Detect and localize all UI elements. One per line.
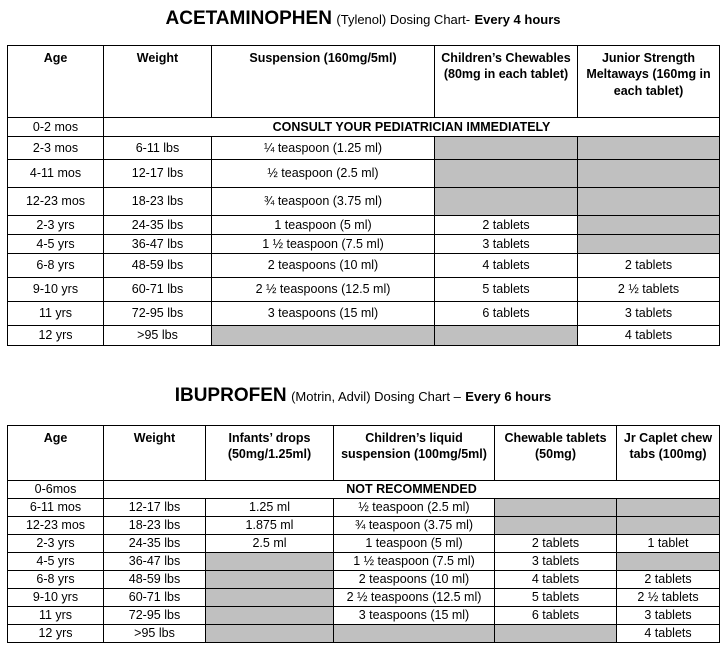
table-row [8,278,720,302]
age-cell: 2-3 mos [8,137,104,160]
meltaways-cell: 2 ½ tablets [578,278,720,302]
chewable-cell: 6 tablets [495,607,617,625]
weight-cell: 6-11 lbs [104,137,212,160]
drops-cell: 1.25 ml [206,499,334,517]
weight-cell: 36-47 lbs [104,235,212,254]
table-row [8,235,720,254]
header-suspension: Suspension (160mg/5ml) [212,46,435,118]
caplet-cell: 4 tablets [617,625,720,643]
weight-cell: 36-47 lbs [104,553,206,571]
caplet-cell [617,553,720,571]
age-cell: 4-11 mos [8,160,104,188]
acetaminophen-frequency: Every 4 hours [474,12,561,27]
age-cell: 9-10 yrs [8,589,104,607]
chewable-cell: 5 tablets [495,589,617,607]
weight-cell: 48-59 lbs [104,571,206,589]
suspension-cell: 3 teaspoons (15 ml) [212,302,435,326]
age-cell: 9-10 yrs [8,278,104,302]
drops-cell [206,589,334,607]
table-row [8,216,720,235]
table-row [8,160,720,188]
caplet-cell: 1 tablet [617,535,720,553]
consult-note: CONSULT YOUR PEDIATRICIAN IMMEDIATELY [104,118,720,137]
header-meltaways: Junior Strength Meltaways (160mg in each tablet) [578,46,720,118]
caplet-cell [617,517,720,535]
drops-cell [206,571,334,589]
suspension-cell [212,326,435,346]
meltaways-cell [578,137,720,160]
chewable-cell [495,517,617,535]
chewable-cell: 4 tablets [495,571,617,589]
ibuprofen-frequency: Every 6 hours [465,389,552,404]
ibuprofen-header-row [8,426,720,481]
weight-cell: 60-71 lbs [104,278,212,302]
table-row [8,302,720,326]
age-cell: 2-3 yrs [8,216,104,235]
chewables-cell: 3 tablets [435,235,578,254]
table-row [8,553,720,571]
weight-cell: 48-59 lbs [104,254,212,278]
suspension-cell: ¼ teaspoon (1.25 ml) [212,137,435,160]
age-cell: 2-3 yrs [8,535,104,553]
caplet-cell: 2 ½ tablets [617,589,720,607]
acetaminophen-title [0,8,726,30]
weight-cell: 12-17 lbs [104,160,212,188]
header-jr-caplet: Jr Caplet chew tabs (100mg) [617,426,720,481]
meltaways-cell [578,216,720,235]
age-cell: 6-11 mos [8,499,104,517]
suspension-cell: 2 ½ teaspoons (12.5 ml) [212,278,435,302]
age-cell: 4-5 yrs [8,553,104,571]
acetaminophen-drug-name: ACETAMINOPHEN [165,8,332,29]
chewables-cell [435,326,578,346]
chewable-cell [495,499,617,517]
table-row [8,254,720,278]
chewables-cell: 6 tablets [435,302,578,326]
weight-cell: >95 lbs [104,625,206,643]
acetaminophen-header-row [8,46,720,118]
suspension-cell: ½ teaspoon (2.5 ml) [212,160,435,188]
table-row [8,625,720,643]
header-chewables: Children’s Chewables (80mg in each tablet) [435,46,578,118]
age-cell: 12-23 mos [8,188,104,216]
table-row [8,499,720,517]
header-age: Age [8,426,104,481]
liquid-cell: 2 teaspoons (10 ml) [334,571,495,589]
table-row [8,607,720,625]
table-row [8,137,720,160]
ibuprofen-drug-name: IBUPROFEN [174,385,287,406]
suspension-cell: 1 ½ teaspoon (7.5 ml) [212,235,435,254]
meltaways-cell [578,188,720,216]
meltaways-cell: 2 tablets [578,254,720,278]
acetaminophen-brand: (Tylenol) Dosing Chart- [336,12,471,27]
meltaways-cell: 3 tablets [578,302,720,326]
age-cell: 12-23 mos [8,517,104,535]
liquid-cell: 1 ½ teaspoon (7.5 ml) [334,553,495,571]
weight-cell: 60-71 lbs [104,589,206,607]
meltaways-cell [578,160,720,188]
chewable-cell: 2 tablets [495,535,617,553]
liquid-cell: 2 ½ teaspoons (12.5 ml) [334,589,495,607]
age-cell: 0-6mos [8,481,104,499]
meltaways-cell [578,235,720,254]
suspension-cell: ¾ teaspoon (3.75 ml) [212,188,435,216]
caplet-cell [617,499,720,517]
age-cell: 0-2 mos [8,118,104,137]
chewables-cell: 2 tablets [435,216,578,235]
header-weight: Weight [104,426,206,481]
ibuprofen-brand: (Motrin, Advil) Dosing Chart – [291,389,461,404]
age-cell: 11 yrs [8,607,104,625]
suspension-cell: 1 teaspoon (5 ml) [212,216,435,235]
not-recommended-note: NOT RECOMMENDED [104,481,720,499]
chewables-cell: 4 tablets [435,254,578,278]
header-weight: Weight [104,46,212,118]
table-row [8,188,720,216]
weight-cell: 12-17 lbs [104,499,206,517]
caplet-cell: 3 tablets [617,607,720,625]
table-row [8,535,720,553]
weight-cell: 18-23 lbs [104,517,206,535]
drops-cell [206,607,334,625]
drops-cell: 1.875 ml [206,517,334,535]
age-cell: 6-8 yrs [8,254,104,278]
weight-cell: 24-35 lbs [104,216,212,235]
liquid-cell: 3 teaspoons (15 ml) [334,607,495,625]
chewable-cell [495,625,617,643]
age-cell: 6-8 yrs [8,571,104,589]
chewables-cell [435,137,578,160]
age-cell: 11 yrs [8,302,104,326]
chewables-cell: 5 tablets [435,278,578,302]
acetaminophen-dosing-table [7,45,720,346]
liquid-cell [334,625,495,643]
ibuprofen-title [0,385,726,407]
chewable-cell: 3 tablets [495,553,617,571]
weight-cell: 24-35 lbs [104,535,206,553]
ibuprofen-dosing-table [7,425,720,643]
chewables-cell [435,160,578,188]
header-chewable-tablets: Chewable tablets (50mg) [495,426,617,481]
weight-cell: 72-95 lbs [104,302,212,326]
drops-cell: 2.5 ml [206,535,334,553]
weight-cell: >95 lbs [104,326,212,346]
drops-cell [206,553,334,571]
table-row [8,517,720,535]
header-age: Age [8,46,104,118]
chewables-cell [435,188,578,216]
weight-cell: 72-95 lbs [104,607,206,625]
ibuprofen-note-row [8,481,720,499]
header-infant-drops: Infants’ drops (50mg/1.25ml) [206,426,334,481]
age-cell: 12 yrs [8,625,104,643]
drops-cell [206,625,334,643]
liquid-cell: 1 teaspoon (5 ml) [334,535,495,553]
table-row [8,571,720,589]
weight-cell: 18-23 lbs [104,188,212,216]
liquid-cell: ¾ teaspoon (3.75 ml) [334,517,495,535]
table-row [8,326,720,346]
liquid-cell: ½ teaspoon (2.5 ml) [334,499,495,517]
header-liquid-suspension: Children’s liquid suspension (100mg/5ml) [334,426,495,481]
acetaminophen-note-row [8,118,720,137]
age-cell: 12 yrs [8,326,104,346]
table-row [8,589,720,607]
meltaways-cell: 4 tablets [578,326,720,346]
age-cell: 4-5 yrs [8,235,104,254]
caplet-cell: 2 tablets [617,571,720,589]
suspension-cell: 2 teaspoons (10 ml) [212,254,435,278]
